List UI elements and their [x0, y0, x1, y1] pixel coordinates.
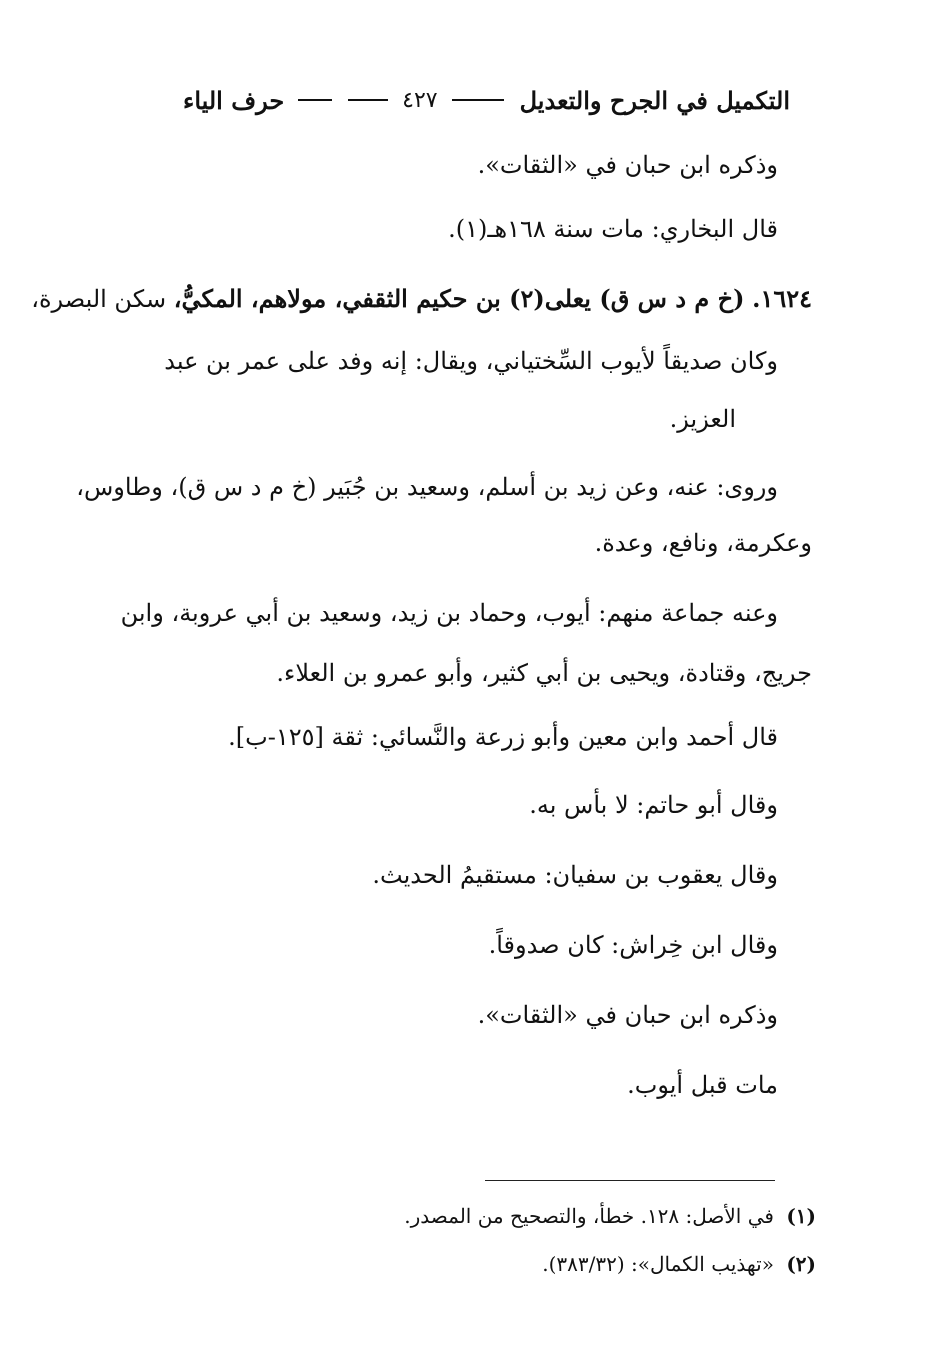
text-line-8: وعنه جماعة منهم: أيوب، وحماد بن زيد، وسعيد بن أبي عروبة، وابن [120, 599, 778, 627]
header-dash [348, 99, 388, 101]
section-title: حرف الياء [183, 85, 285, 115]
text-line-5: العزيز. [669, 405, 736, 433]
text-line-10: قال أحمد وابن معين وأبو زرعة والنَّسائي: ثقة [١٢٥-ب]. [228, 723, 778, 751]
footnote-divider [485, 1180, 775, 1181]
footnote-1 [404, 1202, 816, 1230]
header-dash [452, 99, 504, 101]
header-dash [298, 99, 332, 101]
footnote-text: «تهذيب الكمال»: (٣٨٣/٣٢). [542, 1252, 774, 1276]
text-line-13: وقال ابن خِراش: كان صدوقاً. [488, 931, 778, 959]
footnote-number: (٢) [786, 1252, 816, 1276]
entry-number: ١٦٢٤. [752, 284, 812, 313]
text-line-2: قال البخاري: مات سنة ١٦٨هـ(١). [448, 215, 778, 243]
footnote-text: في الأصل: ١٢٨. خطأ، والتصحيح من المصدر. [404, 1204, 774, 1228]
text-line-14: وذكره ابن حبان في «الثقات». [477, 1001, 778, 1029]
footnote-2 [542, 1250, 816, 1278]
entry-heading [31, 282, 812, 316]
page-number: ٤٢٧ [402, 87, 438, 113]
entry-heading-tail: سكن البصرة، [31, 285, 167, 313]
text-line-12: وقال يعقوب بن سفيان: مستقيمُ الحديث. [372, 861, 778, 889]
footnote-number: (١) [786, 1204, 816, 1228]
book-title: التكميل في الجرح والتعديل [519, 85, 790, 115]
text-line-6: وروى: عنه، وعن زيد بن أسلم، وسعيد بن جُبَير (خ م د س ق)، وطاوس، [76, 473, 778, 501]
running-header [140, 80, 790, 120]
text-line-4: وكان صديقاً لأيوب السِّختياني، ويقال: إنه وفد على عمر بن عبد [164, 347, 778, 375]
text-line-11: وقال أبو حاتم: لا بأس به. [529, 791, 778, 819]
text-line-9: جريج، وقتادة، ويحيى بن أبي كثير، وأبو عمرو بن العلاء. [276, 659, 812, 687]
text-line-1: وذكره ابن حبان في «الثقات». [477, 151, 778, 179]
entry-name: (خ م د س ق) يعلى(٢) بن حكيم الثقفي، مولاهم، المكيُّ، [173, 284, 745, 313]
text-line-7: وعكرمة، ونافع، وعدة. [594, 529, 812, 557]
text-line-15: مات قبل أيوب. [627, 1071, 778, 1099]
